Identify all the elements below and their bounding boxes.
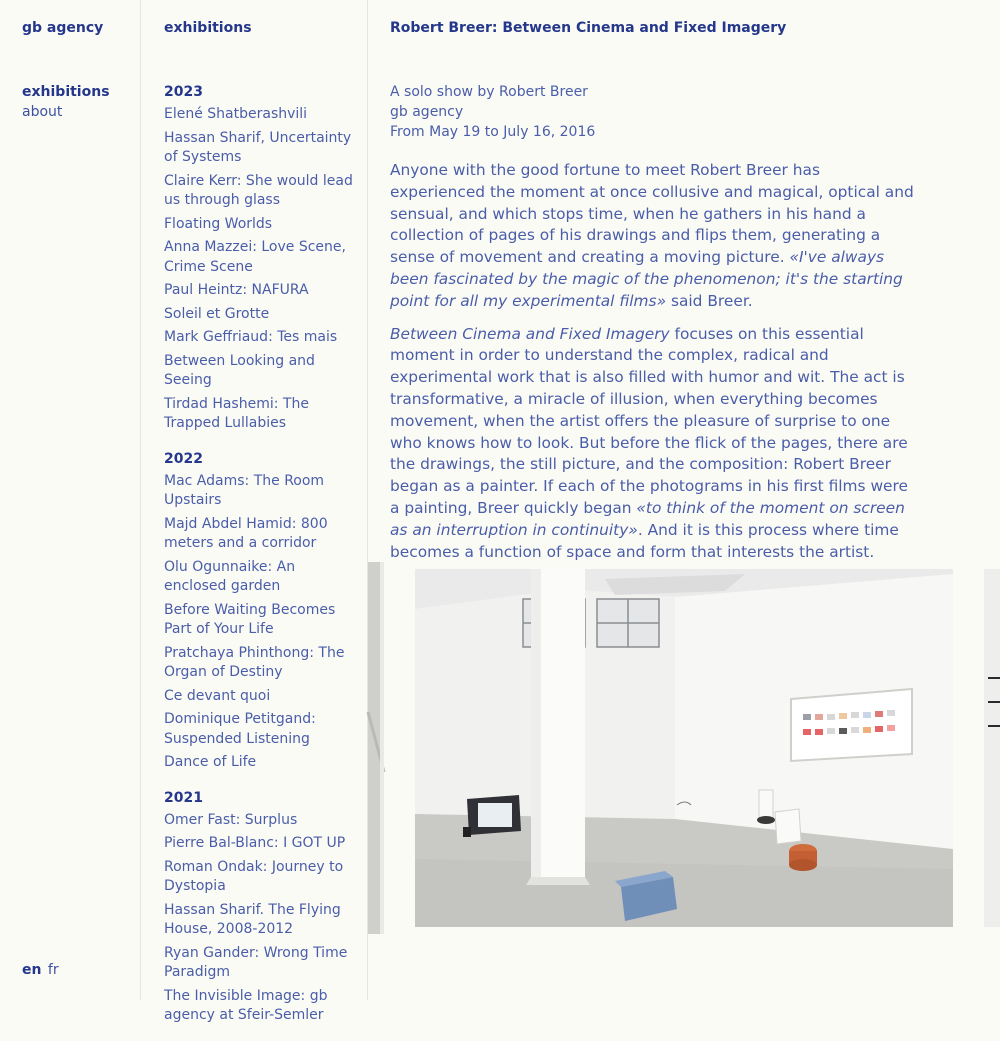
lang-en[interactable]: en: [22, 962, 42, 978]
exhibition-link[interactable]: Tirdad Hashemi: The Trapped Lullabies: [164, 395, 309, 431]
exhibition-link[interactable]: Dance of Life: [164, 754, 257, 770]
exhibition-link[interactable]: Claire Kerr: She would lead us through glass: [164, 172, 353, 208]
exhibition-venue: gb agency: [390, 104, 464, 120]
exhibition-link[interactable]: Ce devant quoi: [164, 687, 271, 704]
year-heading: 2023: [164, 84, 203, 100]
year-heading: 2022: [164, 450, 203, 467]
brand-logo[interactable]: gb agency: [22, 20, 104, 36]
exhibition-link[interactable]: Mac Adams: The Room Upstairs: [164, 472, 325, 508]
left-nav: [0, 0, 141, 1000]
exhibition-link[interactable]: Mark Geffriaud: Tes mais: [164, 329, 338, 345]
lang-fr[interactable]: fr: [47, 962, 59, 978]
carousel-next-image[interactable]: [984, 569, 1000, 927]
exhibition-link[interactable]: Majd Abdel Hamid: 800 meters and a corridor: [164, 515, 328, 551]
p2-title: Between Cinema and Fixed Imagery: [390, 324, 670, 343]
p2-text: focuses on this essential moment in order to understand the complex, radical and experimental work that is also filled with humor and wit. The act is transformative, a miracle of illusion, when everything becomes movement, when the artist offers the pleasure of surprise to one who knows how to look. But before the flick of the pages, there are the drawings, the still picture, and the composition: Robert Breer began as a painter. If each of the photograms in his first films were a painting, Breer quickly began: [390, 324, 908, 517]
main-nav: [22, 82, 110, 122]
exhibition-link[interactable]: Ryan Gander: Wrong Time Paradigm: [164, 944, 348, 980]
p1-tail: said Breer.: [666, 291, 753, 310]
prev-image-graphic: [368, 562, 384, 934]
exhibition-photo[interactable]: [415, 569, 953, 927]
nav-about[interactable]: about: [22, 104, 63, 120]
description-paragraph-2: [390, 324, 915, 564]
exhibition-link[interactable]: Roman Ondak: Journey to Dystopia: [164, 858, 344, 894]
language-switcher: [22, 962, 59, 978]
railing-graphic: [988, 725, 1000, 727]
description-paragraph-1: [390, 160, 915, 313]
p2-quote: «to think of the moment on screen as an interruption in continuity»: [390, 498, 905, 539]
year-group: [164, 449, 354, 773]
nav-exhibitions[interactable]: exhibitions: [22, 84, 110, 100]
railing-graphic: [988, 701, 1000, 703]
exhibition-link[interactable]: Dominique Petitgand: Suspended Listening: [164, 711, 316, 747]
year-group: [164, 788, 354, 1026]
year-heading: 2021: [164, 789, 203, 806]
exhibition-link[interactable]: Hassan Sharif. The Flying House, 2008-2012: [164, 901, 341, 937]
exhibition-subtitle: A solo show by Robert Breer: [390, 84, 588, 100]
exhibition-dates: From May 19 to July 16, 2016: [390, 124, 596, 140]
image-carousel[interactable]: [368, 560, 1000, 940]
exhibitions-heading: exhibitions: [164, 20, 252, 36]
exhibition-link[interactable]: Soleil et Grotte: [164, 305, 270, 322]
p1-quote: «I've always been fascinated by the magic of the phenomenon; it's the starting point for all my experimental films»: [390, 248, 903, 310]
exhibition-link[interactable]: Pierre Bal-Blanc: I GOT UP: [164, 835, 346, 851]
exhibition-link[interactable]: Pratchaya Phinthong: The Organ of Destiny: [164, 644, 345, 680]
page-title: Robert Breer: Between Cinema and Fixed Imagery: [390, 20, 787, 36]
exhibition-link[interactable]: Hassan Sharif, Uncertainty of Systems: [164, 129, 352, 165]
exhibition-link[interactable]: Floating Worlds: [164, 215, 273, 232]
exhibition-link[interactable]: Between Looking and Seeing: [164, 352, 315, 388]
exhibition-description: [390, 160, 915, 574]
exhibitions-list: [164, 82, 354, 1041]
railing-graphic: [988, 677, 1000, 679]
p2-tail: . And it is this process where time becomes a function of space and form that interests the artist.: [390, 520, 899, 561]
year-group: [164, 82, 354, 434]
exhibition-link[interactable]: Elené Shatberashvili: [164, 106, 308, 122]
exhibition-link[interactable]: The Invisible Image: gb agency at Sfeir-Semler: [164, 987, 328, 1023]
gallery-installation-image: [415, 569, 953, 927]
exhibition-meta: [390, 82, 595, 142]
exhibitions-column: [141, 0, 368, 1023]
exhibition-link[interactable]: Anna Mazzei: Love Scene, Crime Scene: [164, 239, 346, 275]
exhibition-link[interactable]: Paul Heintz: NAFURA: [164, 282, 309, 298]
exhibition-link[interactable]: Olu Ogunnaike: An enclosed garden: [164, 558, 296, 594]
carousel-prev-image[interactable]: [368, 562, 384, 934]
exhibition-detail: [368, 0, 1000, 1000]
exhibition-link[interactable]: Omer Fast: Surplus: [164, 811, 298, 828]
exhibition-link[interactable]: Before Waiting Becomes Part of Your Life: [164, 601, 336, 637]
p1-text: Anyone with the good fortune to meet Robert Breer has experienced the moment at once collusive and magical, optical and sensual, and which stops time, when he gathers in his hand a collection of pages of his drawings and flips them, generating a sense of movement and creating a moving picture.: [390, 161, 914, 267]
